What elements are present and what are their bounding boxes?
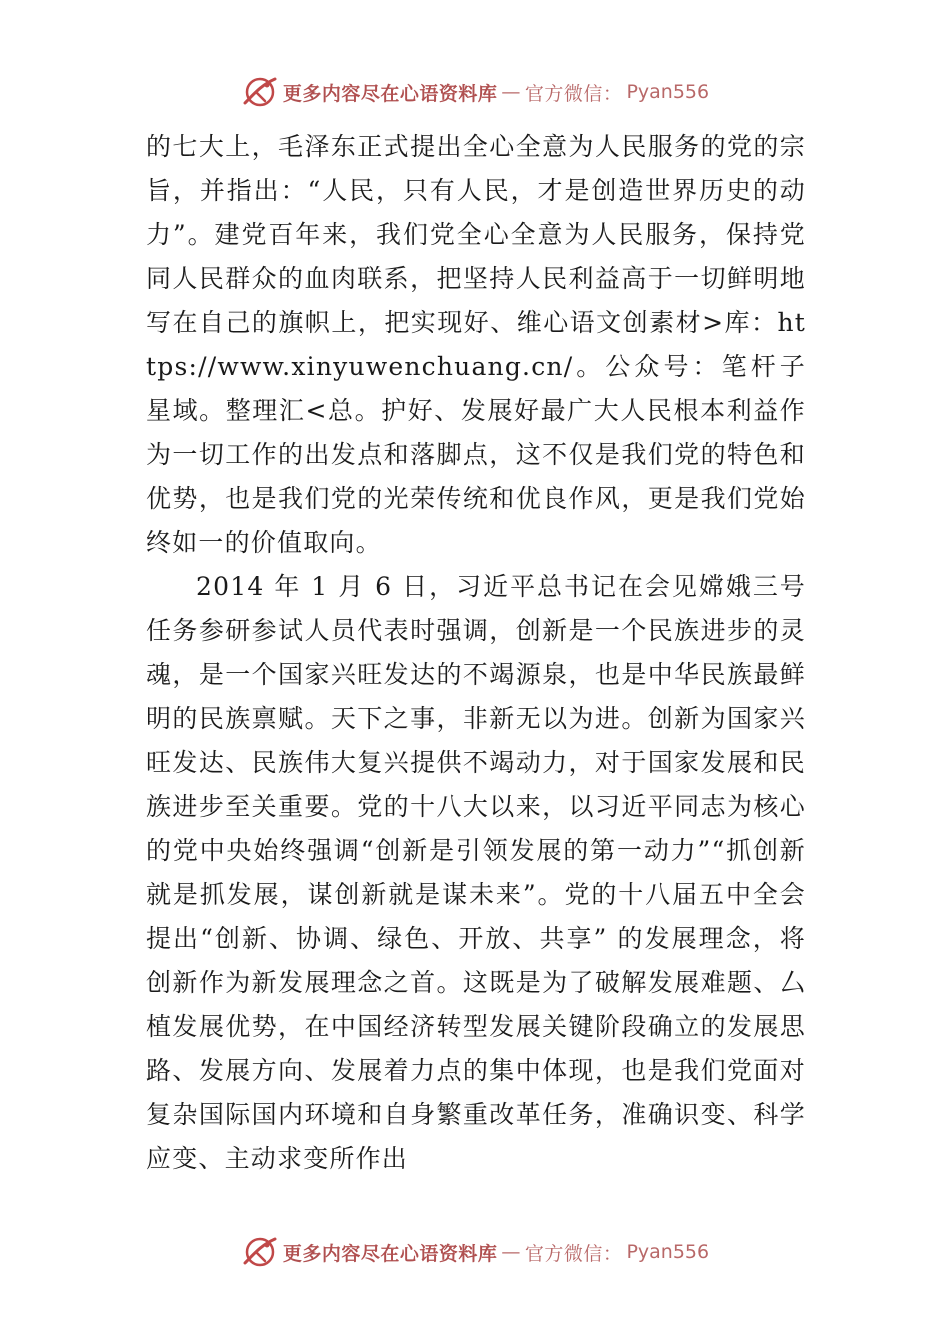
paragraph-1: 的七大上，毛泽东正式提出全心全意为人民服务的党的宗旨，并指出：“人民，只有人民，才是创造世界历史的动力”。建党百年来，我们党全心全意为人民服务，保持党同人民群众的血肉联系，把坚持人民利益高于一切鲜明地写在自己的旗帜上，把实现好、维心语文创素材>库：https://www.xinyuwenchuang.cn/。公众号：笔杆子星域。整理汇<总。护好、发展好最广大人民根本利益作为一切工作的出发点和落脚点，这不仅是我们党的特色和优势，也是我们党的光荣传统和优良作风，更是我们党始终如一的价值取向。: [146, 132, 806, 557]
header-banner: [0, 70, 950, 114]
footer-banner: [0, 1230, 950, 1274]
document-body: [146, 125, 806, 1181]
header-banner-contact-label: 官方微信：: [524, 82, 623, 105]
header-banner-contact-id: Pyan556: [626, 81, 710, 103]
footer-banner-inner: [241, 1233, 709, 1271]
paragraph-2: 2014 年 1 月 6 日，习近平总书记在会见嫦娥三号任务参研参试人员代表时强调，创新是一个民族进步的灵魂，是一个国家兴旺发达的不竭源泉，也是中华民族最鲜明的民族禀赋。天下之事，非新无以为进。创新为国家兴旺发达、民族伟大复兴提供不竭动力，对于国家发展和民族进步至关重要。党的十八大以来，以习近平同志为核心的党中央始终强调“创新是引领发展的第一动力”“抓创新就是抓发展，谋创新就是谋未来”。党的十八届五中全会提出“创新、协调、绿色、开放、共享” 的发展理念，将创新作为新发展理念之首。这既是为了破解发展难题、⼛植发展优势，在中国经济转型发展关键阶段确立的发展思路、发展方向、发展着力点的集中体现，也是我们党面对复杂国际国内环境和自身繁重改革任务，准确识变、科学应变、主动求变所作出: [146, 572, 806, 1173]
header-banner-title: 更多内容尽在心语资料库: [282, 82, 498, 105]
header-banner-inner: [241, 73, 709, 111]
footer-banner-separator: —: [501, 1241, 521, 1263]
header-logo-icon: [241, 73, 279, 111]
footer-banner-contact-id: Pyan556: [626, 1241, 710, 1263]
header-banner-separator: —: [501, 81, 521, 103]
footer-banner-contact-label: 官方微信：: [524, 1242, 623, 1265]
footer-banner-title: 更多内容尽在心语资料库: [282, 1242, 498, 1265]
footer-logo-icon: [241, 1233, 279, 1271]
